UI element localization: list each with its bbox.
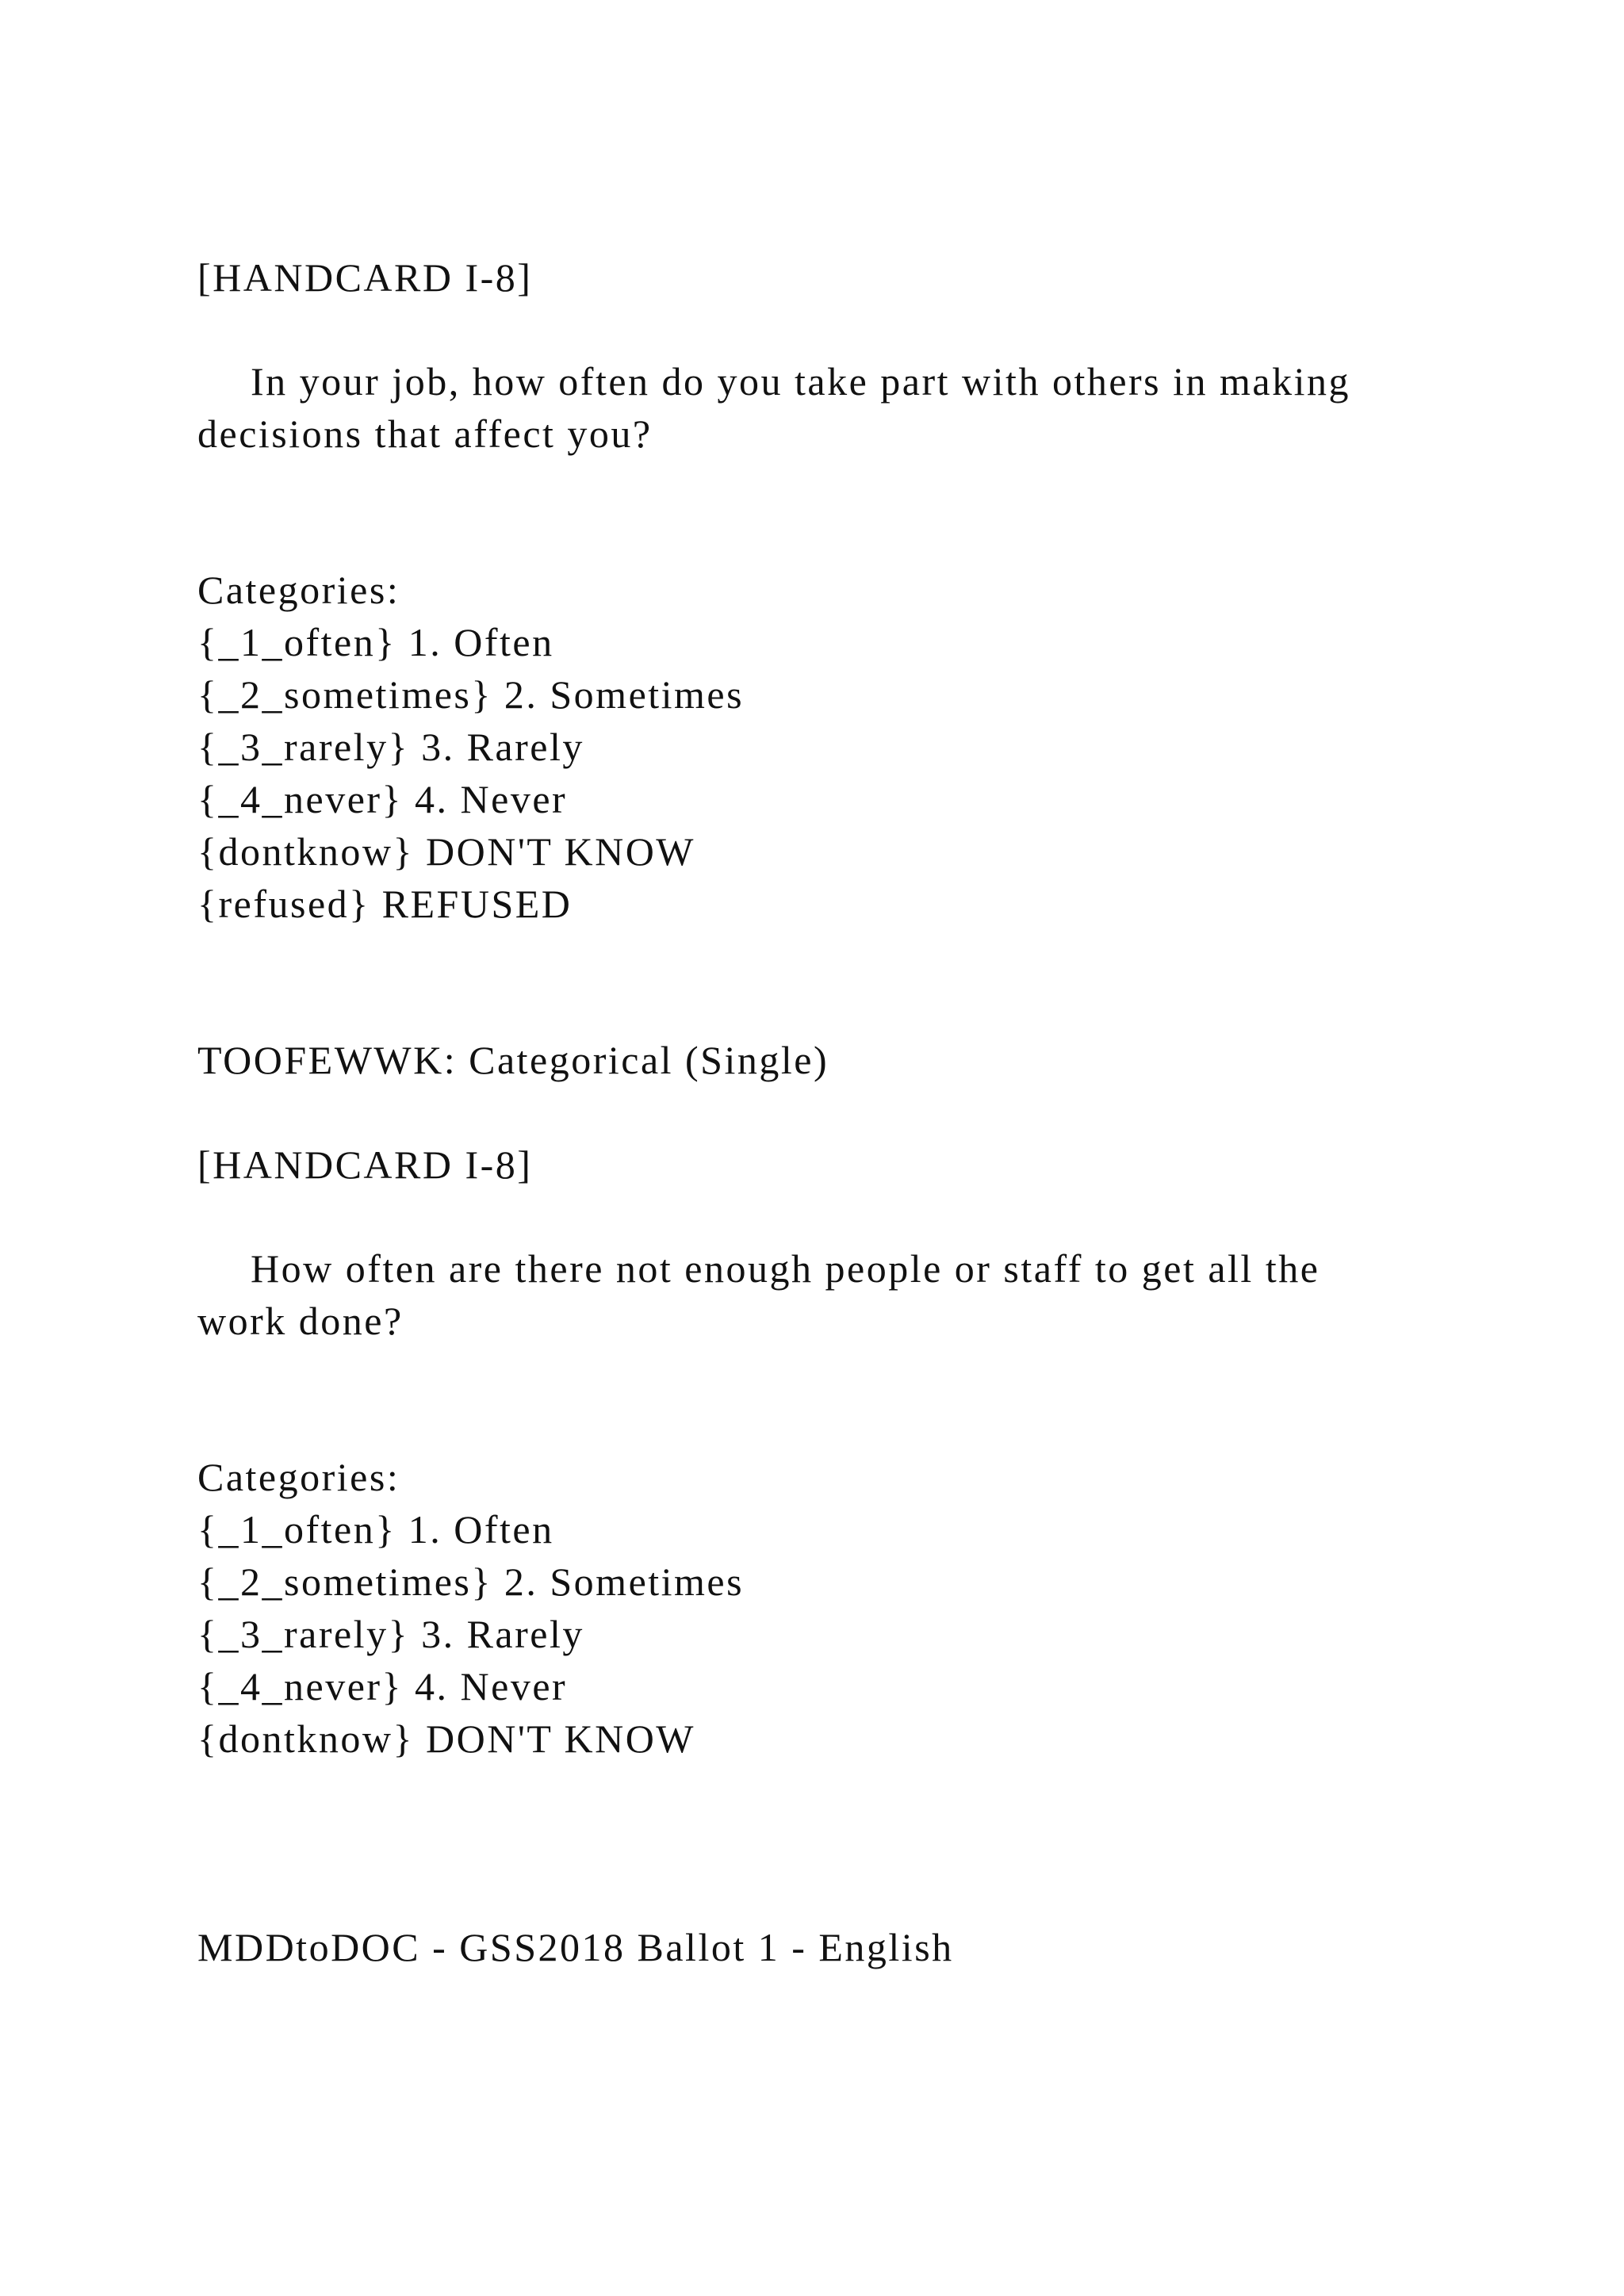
question-text-line-2: decisions that affect you? [197,411,653,456]
question-text-line-1: How often are there not enough people or staff to get all the [251,1246,1320,1291]
handcard-label: [HANDCARD I-8] [197,1142,533,1187]
category-item: {_2_sometimes} 2. Sometimes [197,1559,745,1604]
category-item: {_3_rarely} 3. Rarely [197,725,584,769]
category-item: {_1_often} 1. Often [197,620,554,664]
question-text-line-2: work done? [197,1299,404,1343]
category-item: {refused} REFUSED [197,882,573,926]
document-footer: MDDtoDOC - GSS2018 Ballot 1 - English [197,1925,954,1969]
category-item: {_4_never} 4. Never [197,777,568,821]
category-item: {dontknow} DON'T KNOW [197,829,695,874]
category-item: {_2_sometimes} 2. Sometimes [197,672,745,717]
categories-heading: Categories: [197,1455,400,1499]
categories-heading: Categories: [197,568,400,612]
handcard-label: [HANDCARD I-8] [197,255,533,300]
category-item: {dontknow} DON'T KNOW [197,1716,695,1761]
category-item: {_3_rarely} 3. Rarely [197,1612,584,1656]
variable-header: TOOFEWWK: Categorical (Single) [197,1038,829,1082]
question-text-line-1: In your job, how often do you take part with others in making [251,359,1350,404]
category-item: {_4_never} 4. Never [197,1664,568,1709]
category-item: {_1_often} 1. Often [197,1507,554,1552]
